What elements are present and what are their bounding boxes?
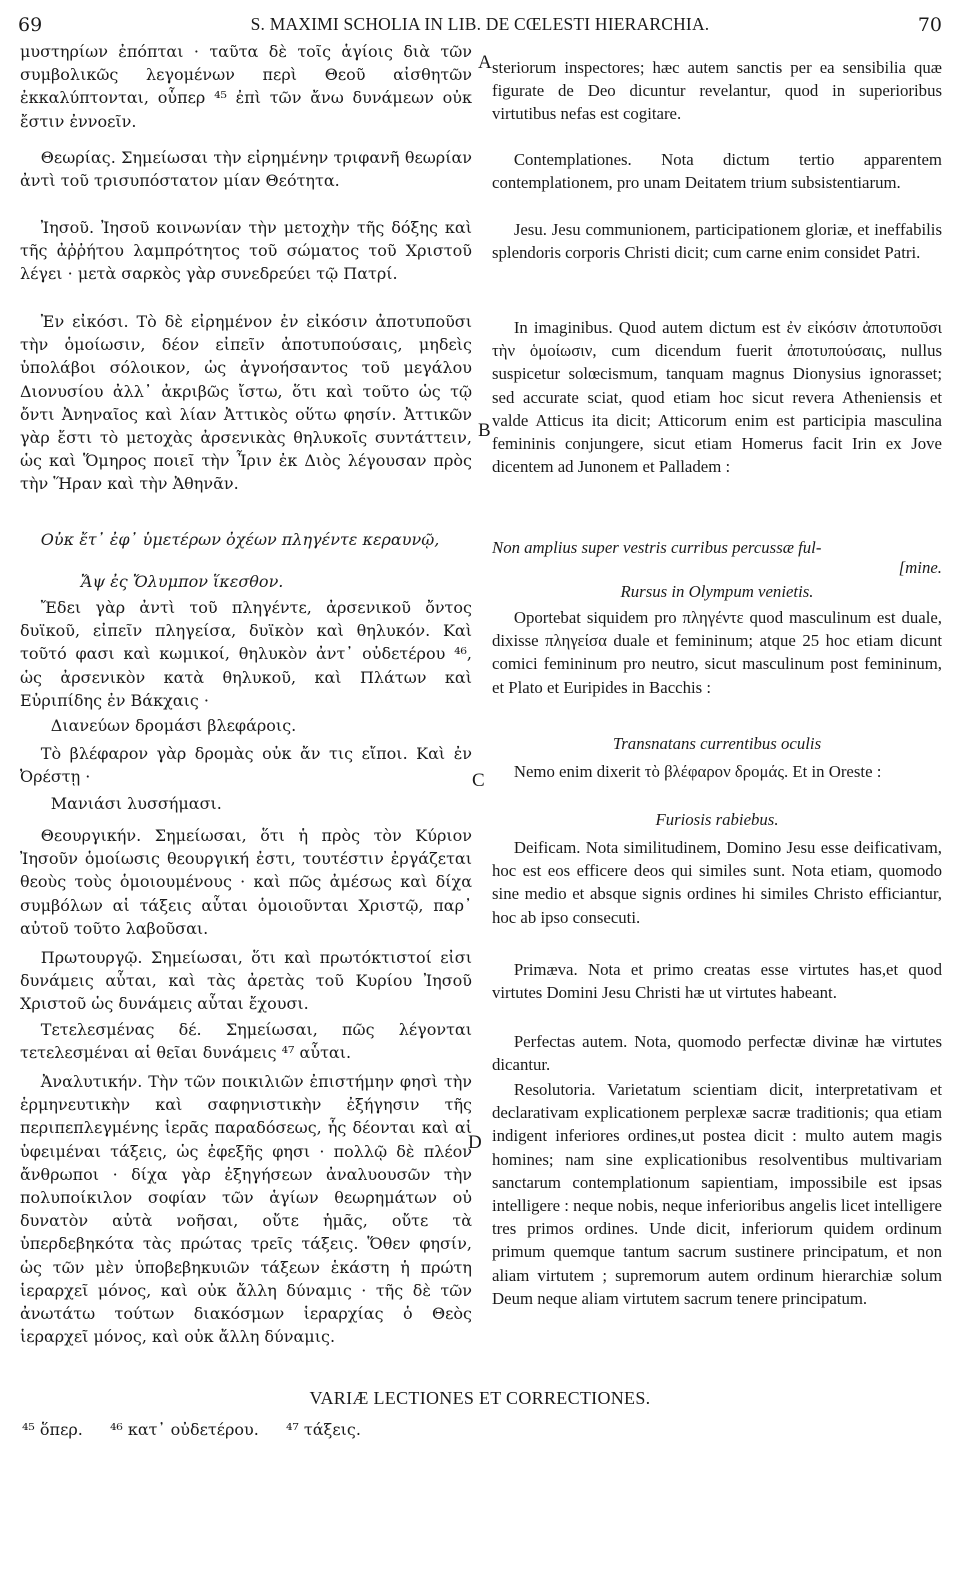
margin-letter-c: C bbox=[472, 770, 485, 791]
greek-paragraph: Ἰησοῦ. Ἰησοῦ κοινωνίαν τὴν μετοχὴν τῆς δόξης καὶ τῆς ἀῤῥήτου λαμπρότητος τοῦ σώματος τοῦ Χριστοῦ λέγει · μετὰ σαρκὸς γὰρ συνεδρεύει τῷ Πατρί. bbox=[20, 218, 472, 284]
page-number-right: 70 bbox=[917, 14, 942, 36]
greek-verse: Διανεύων δρομάσι βλεφάροις. bbox=[50, 716, 297, 735]
latin-paragraph: steriorum inspectores; hæc autem sanctis per ea sensibilia quæ figurate de Deo dicuntur revelantur, quod in superioribus virtutibus nefas est cogitare. bbox=[492, 58, 942, 124]
greek-paragraph: μυστηρίων ἐπόπται · ταῦτα δὲ τοῖς ἁγίοις διὰ τῶν συμβολικῶς λεγομένων περὶ Θεοῦ αἰσθητῶν ἐκκαλύπτονται, οὗπερ ⁴⁵ ἐπὶ τῶν ἄνω δυνάμεων οὐκ ἔστιν ἐννοεῖν. bbox=[20, 42, 472, 131]
latin-verse: Rursus in Olympum venietis. bbox=[620, 582, 814, 601]
margin-letter-d: D bbox=[468, 1132, 482, 1153]
latin-paragraph: Jesu. Jesu communionem, participationem gloriæ, et ineffabilis splendoris corporis Christi dicit; cum carne enim considet Patri. bbox=[492, 220, 942, 263]
greek-paragraph: Ἔδει γὰρ ἀντὶ τοῦ πληγέντε, ἀρσενικοῦ ὄντος δυϊκοῦ, εἰπεῖν πληγείσα, δυϊκὸν καὶ θηλυκόν. Καὶ τοῦτό φασι καὶ κωμικοί, θηλυκὸν ἀντ᾽ οὐδετέρου ⁴⁶, ὡς ἀρσενικὸν κατὰ θηλυκοῦ, καὶ Πλάτων καὶ Εὐριπίδης ἐν Βάκχαις · bbox=[20, 598, 472, 710]
greek-verse: Μανιάσι λυσσήμασι. bbox=[50, 794, 222, 813]
footnote: ⁴⁵ ὅπερ. bbox=[22, 1420, 83, 1439]
latin-paragraph: Deificam. Nota similitudinem, Domino Jesu esse deificativam, hoc est eos efficere deos qui similes sunt. Nota etiam, quomodo sine medio et absque signis ordines hi similes Christo efficiantur, hoc ab ipso consecuti. bbox=[492, 838, 942, 927]
latin-paragraph: Resolutoria. Varietatum scientiam dicit, interpretativam et declarativam explicationem perplexæ sacræ traditionis; qua etiam indigent inferiores ordines,ut postea dicit : multo autem magis homines; nam sine explicationibus resolventibus multivariam sanctarum contemplationum sapientiam, impossibile est ipsas intelligere : neque nobis, neque inferioribus angelis licet intelligere tres primos ordines. Unde dicit, inferiorum quidem ordinum primum quemque tantum sacrum sustinere principatum, et non aliam virtutem ; supremorum autem ordinum hierarchiæ solum Deum neque aliam virtutem sacrum tenere principatum. bbox=[492, 1080, 942, 1308]
latin-paragraph: Nemo enim dixerit τὸ βλέφαρον δρομάς. Et in Oreste : bbox=[513, 762, 882, 781]
greek-paragraph: Τετελεσμένας δέ. Σημείωσαι, πῶς λέγονται τετελεσμέναι αἱ θεῖαι δυνάμεις ⁴⁷ αὗται. bbox=[20, 1020, 472, 1063]
greek-paragraph: Ἀναλυτικήν. Τὴν τῶν ποικιλιῶν ἐπιστήμην φησὶ τὴν ἑρμηνευτικὴν καὶ σαφηνιστικὴν ἐξήγησιν τῆς περιπεπλεγμένης ἱερᾶς παραδόσεως, ἧς δέονται καὶ αἱ ὑφειμέναι τάξεις, ὡς ἐφεξῆς φησι · πολλῷ δὲ πλέον ἄνθρωποι · δίχα γὰρ ἐξηγήσεων ἀναλυουσῶν τὴν πολυποίκιλον σοφίαν τῶν ἁγίων θεωρημάτων οὐ δυνατὸν αὐτὰ νοῆσαι, οὔτε ἡμᾶς, οὔτε τὰ ὑπερδεβηκότα τὰς πρώτας τρεῖς τάξεις. Ὅθεν φησίν, ὡς τῶν μὲν ὑποβεβηκυιῶν τάξεων ἑκάστη ἡ πρώτη ἱεραρχεῖ μόνος, καὶ οὐκ ἄλλη δύναμις · τῆς δὲ τῶν ἀνωτάτω τούτων διακόσμων ἱεραρχίας ὁ Θεὸς ἱεραρχεῖ μόνος, καὶ οὐκ ἄλλη δύναμις. bbox=[20, 1072, 472, 1347]
footnote: ⁴⁶ κατ᾽ οὐδετέρου. bbox=[109, 1420, 259, 1439]
latin-verse-continuation: [mine. bbox=[898, 558, 942, 577]
footnotes-title: VARIÆ LECTIONES ET CORRECTIONES. bbox=[309, 1388, 651, 1408]
greek-verse: Ἄψ ἐς Ὄλυμπον ἵκεσθον. bbox=[80, 572, 284, 591]
latin-paragraph: Contemplationes. Nota dictum tertio apparentem contemplationem, pro unam Deitatem trium subsistentiarum. bbox=[492, 150, 942, 193]
running-title: S. MAXIMI SCHOLIA IN LIB. DE CŒLESTI HIERARCHIA. bbox=[250, 14, 710, 34]
latin-paragraph: Primæva. Nota et primo creatas esse virtutes has,et quod virtutes Domini Jesu Christi hæ ut virtutes habeant. bbox=[492, 960, 942, 1003]
margin-letter-a: A bbox=[478, 52, 492, 73]
greek-verse: Οὐκ ἔτ᾽ ἐφ᾽ ὑμετέρων ὀχέων πληγέντε κεραυνῷ, bbox=[40, 530, 440, 549]
greek-paragraph: Τὸ βλέφαρον γὰρ δρομὰς οὐκ ἄν τις εἴποι. Καὶ ἐν Ὀρέστῃ · bbox=[20, 744, 472, 787]
greek-paragraph: Ἐν εἰκόσι. Τὸ δὲ εἰρημένον ἐν εἰκόσιν ἀποτυποῦσι τὴν ὁμοίωσιν, δέον εἰπεῖν ἀποτυπούσαις, μηδεὶς ὑπολάβοι σόλοικον, ὡς ἀγνοήσαντος τοῦ μεγάλου Διονυσίου ἀλλ᾽ ἀκριβῶς ἴστω, ὅτι καὶ τοῦτο ὡς τῷ ὄντι Ἀνηναῖος καὶ λίαν Ἀττικὸς οὕτω φησίν. Ἀττικῶν γὰρ ἔστι τὸ μετοχὰς ἀρσενικὰς θηλυκοῖς συντάττειν, ὡς καὶ Ὅμηρος ποιεῖ τὴν Ἶριν ἐκ Διὸς λέγουσαν πρὸς τὴν Ἥραν καὶ τὴν Ἀθηνᾶν. bbox=[20, 312, 472, 494]
latin-verse: Furiosis rabiebus. bbox=[655, 810, 779, 829]
greek-paragraph: Πρωτουργῷ. Σημείωσαι, ὅτι καὶ πρωτόκτιστοί εἰσι δυνάμεις αὗται, καὶ τὰς ἀρετὰς τοῦ Κυρίου Ἰησοῦ Χριστοῦ ὡς δυνάμεις αὗται ἔχουσι. bbox=[20, 948, 472, 1014]
margin-letter-b: B bbox=[478, 420, 491, 441]
footnotes bbox=[22, 1420, 383, 1439]
latin-verse: Transnatans currentibus oculis bbox=[612, 734, 822, 753]
latin-paragraph: Oportebat siquidem pro πληγέντε quod masculinum est duale, dixisse πληγείσα duale et femininum; atque 25 hoc etiam dicunt comici femininum pro neutro, sicut masculinum post femininum, et Plato et Euripides in Bacchis : bbox=[492, 608, 942, 697]
greek-paragraph: Θεουργικήν. Σημείωσαι, ὅτι ἡ πρὸς τὸν Κύριον Ἰησοῦν ὁμοίωσις θεουργική ἐστι, τουτέστιν ἐργάζεται θεοὺς τοὺς ὁμοιουμένους · καὶ πῶς ἀμέσως καὶ δίχα συμβόλων αἱ τάξεις αὗται ὁμοιοῦνται Χριστῷ, παρ᾽ αὐτοῦ τοῦτο λαβοῦσαι. bbox=[20, 826, 472, 938]
latin-paragraph: In imaginibus. Quod autem dictum est ἐν εἰκόσιν ἀποτυποῦσι τὴν ὁμοίωσιν, cum dicendum fuerit ἀποτυπούσαις, nullus suspicetur solœcismum, tanquam magnus Dionysius ignorasset; sed accurate sciat, quod etiam hoc sicut revera Atheniensis et valde Atticus ita dicit; Atticorum enim est participia masculina femininis conjungere, sicut etiam Homerus facit Irin ex Jove dicentem ad Junonem et Palladem : bbox=[492, 318, 942, 477]
latin-paragraph: Perfectas autem. Nota, quomodo perfectæ divinæ hæ virtutes dicantur. bbox=[492, 1032, 942, 1075]
page-header bbox=[18, 14, 942, 40]
latin-verse: Non amplius super vestris curribus percussæ ful- bbox=[492, 538, 822, 557]
footnote: ⁴⁷ τάξεις. bbox=[285, 1420, 361, 1439]
page-number-left: 69 bbox=[18, 14, 43, 36]
greek-paragraph: Θεωρίας. Σημείωσαι τὴν εἰρημένην τριφανῆ θεωρίαν ἀντὶ τοῦ τρισυπόστατον μίαν Θεότητα. bbox=[20, 148, 472, 191]
